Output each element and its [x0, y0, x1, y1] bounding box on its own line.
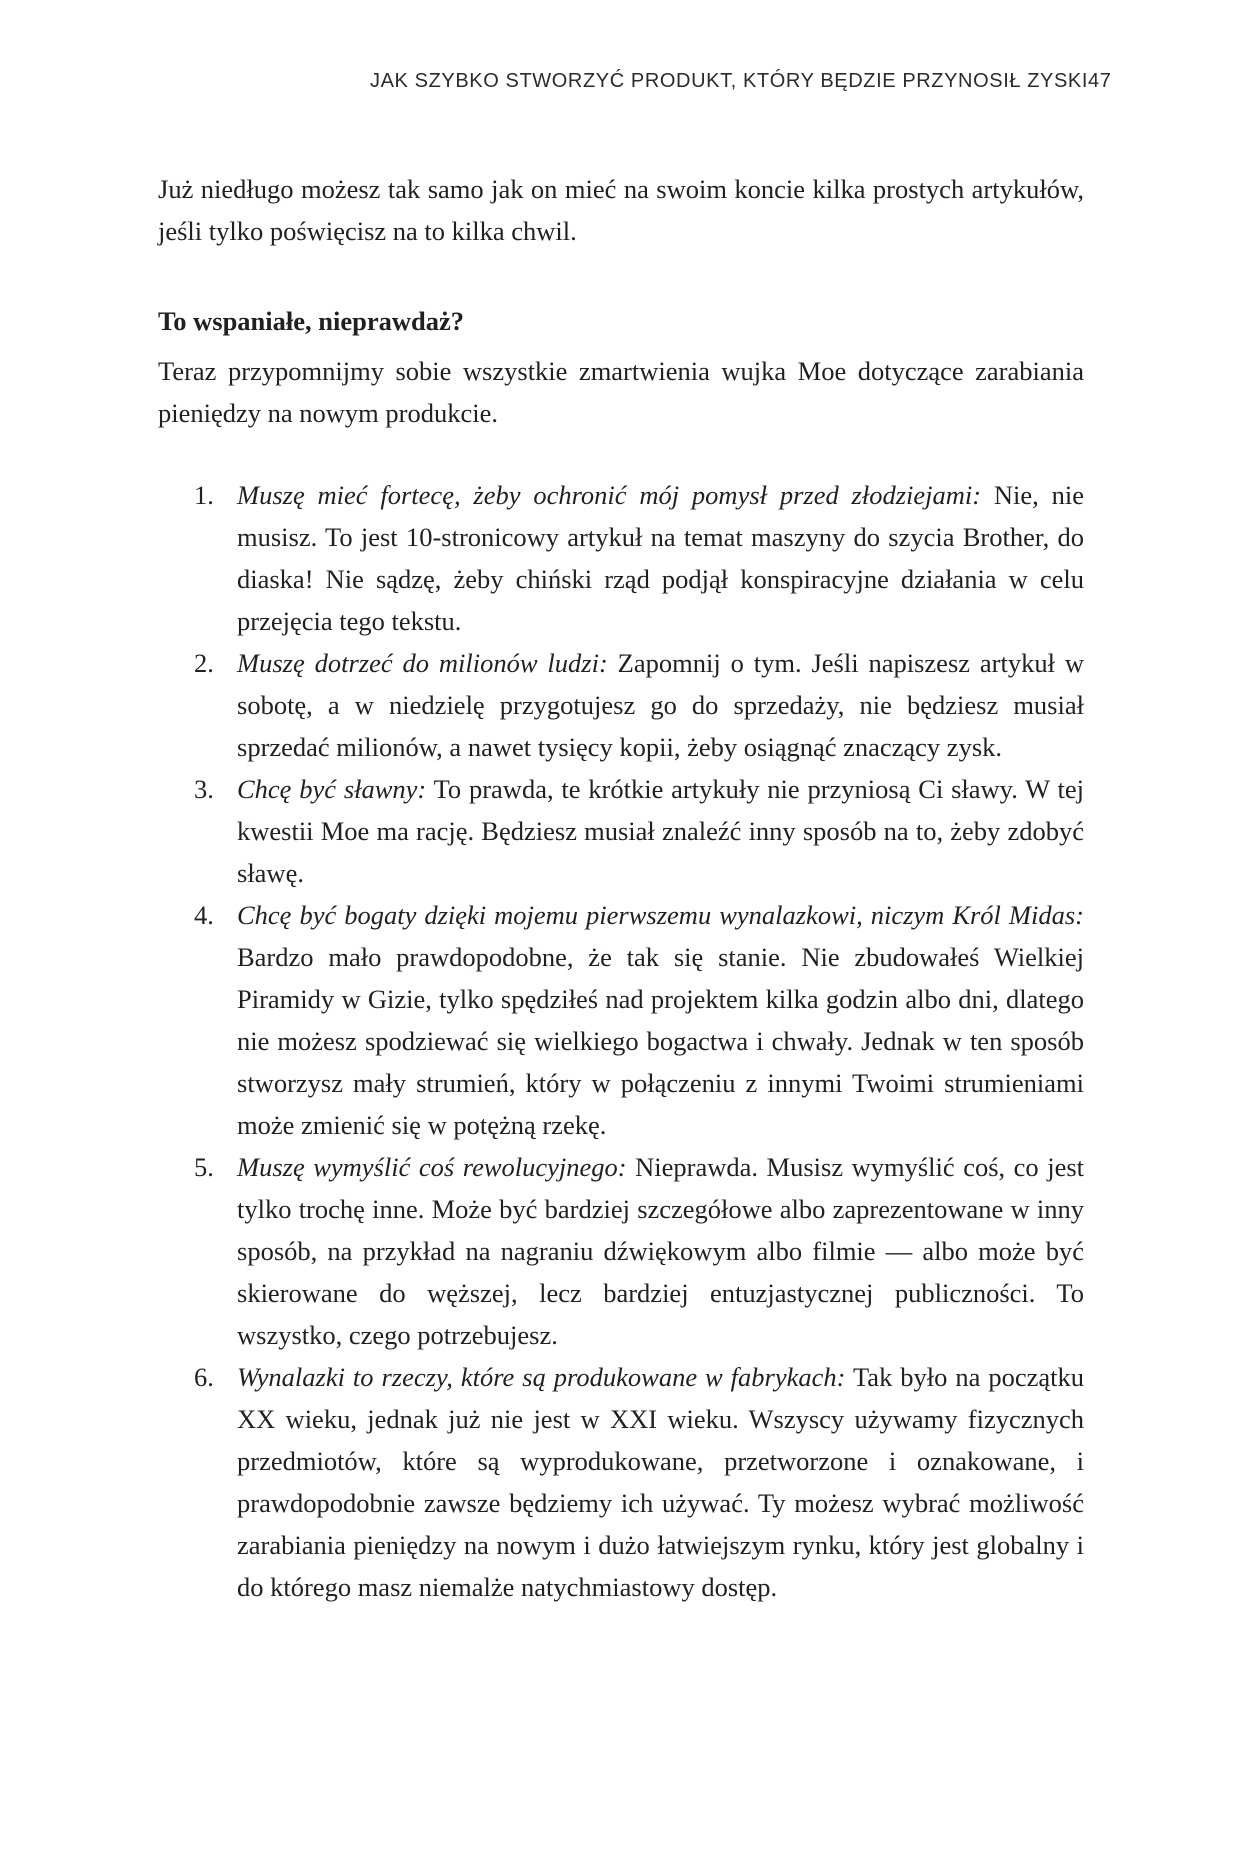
list-item-text: Zapomnij o tym. Jeśli napiszesz artykuł w sobotę, a w niedzielę przygotujesz go do sprzedaży, nie będziesz musiał sprzedać milionów, a nawet tysięcy kopii, żeby osiągnąć znaczący zysk. — [237, 648, 1084, 762]
intro-paragraph: Już niedługo możesz tak samo jak on mieć na swoim koncie kilka prostych artykułów, jeśli tylko poświęcisz na to kilka chwil. — [158, 174, 1084, 246]
body-paragraph: Teraz przypomnijmy sobie wszystkie zmartwienia wujka Moe dotyczące zarabiania pieniędzy na nowym produkcie. — [158, 356, 1084, 428]
list-item — [158, 894, 1084, 1146]
page-number: 47 — [1088, 70, 1112, 92]
list-item-number: 2. — [194, 648, 214, 678]
list-item — [158, 474, 1084, 642]
list-item-text: Bardzo mało prawdopodobne, że tak się stanie. Nie zbudowałeś Wielkiej Piramidy w Gizie, tylko spędziłeś nad projektem kilka godzin albo dni, dlatego nie możesz spodziewać się wielkiego bogactwa i chwały. Jednak w ten sposób stworzysz mały strumień, który w połączeniu z innymi Twoimi strumieniami może zmienić się w potężną rzekę. — [237, 942, 1084, 1140]
list-item — [158, 768, 1084, 894]
list-item-text: Nieprawda. Musisz wymyślić coś, co jest tylko trochę inne. Może być bardziej szczegółowe albo zaprezentowane w inny sposób, na przykład na nagraniu dźwiękowym albo filmie — albo może być skierowane do węższej, lecz bardziej entuzjastycznej publiczności. To wszystko, czego potrzebujesz. — [237, 1152, 1085, 1350]
list-item-number: 5. — [194, 1152, 214, 1182]
list-item-lead: Chcę być sławny: — [237, 774, 427, 804]
list-item-number: 1. — [194, 480, 214, 510]
list-item-lead: Muszę mieć fortecę, żeby ochronić mój pomysł przed złodziejami: — [237, 480, 982, 510]
running-header-title: JAK SZYBKO STWORZYĆ PRODUKT, KTÓRY BĘDZIE PRZYNOSIŁ ZYSKI — [370, 70, 1089, 92]
list-item-number: 4. — [194, 900, 214, 930]
list-item-number: 6. — [194, 1362, 214, 1392]
list-item-text: Nie, nie musisz. To jest 10-stronicowy artykuł na temat maszyny do szycia Brother, do diaska! Nie sądzę, żeby chiński rząd podjął konspiracyjne działania w celu przejęcia tego tekstu. — [237, 480, 1085, 636]
numbered-list — [158, 474, 1084, 1608]
list-item-text: Tak było na początku XX wieku, jednak już nie jest w XXI wieku. Wszyscy używamy fizycznych przedmiotów, które są wyprodukowane, przetworzone i oznakowane, i prawdopodobnie zawsze będziemy ich używać. Ty możesz wybrać możliwość zarabiania pieniędzy na nowym i dużo łatwiejszym rynku, który jest globalny i do którego masz niemalże natychmiastowy dostęp. — [237, 1362, 1084, 1602]
list-item — [158, 1356, 1084, 1608]
page-body — [158, 168, 1084, 1608]
list-item-text: To prawda, te krótkie artykuły nie przyniosą Ci sławy. W tej kwestii Moe ma rację. Będziesz musiał znaleźć inny sposób na to, żeby zdobyć sławę. — [237, 774, 1084, 888]
list-item-lead: Muszę wymyślić coś rewolucyjnego: — [237, 1152, 627, 1182]
subheading: To wspaniałe, nieprawdaż? — [158, 306, 465, 336]
list-item — [158, 1146, 1084, 1356]
running-header — [370, 70, 1112, 93]
list-item-lead: Chcę być bogaty dzięki mojemu pierwszemu wynalazkowi, niczym Król Midas: — [237, 900, 1084, 930]
list-item-number: 3. — [194, 774, 214, 804]
list-item — [158, 642, 1084, 768]
list-item-lead: Muszę dotrzeć do milionów ludzi: — [237, 648, 608, 678]
list-item-lead: Wynalazki to rzeczy, które są produkowane w fabrykach: — [237, 1362, 846, 1392]
